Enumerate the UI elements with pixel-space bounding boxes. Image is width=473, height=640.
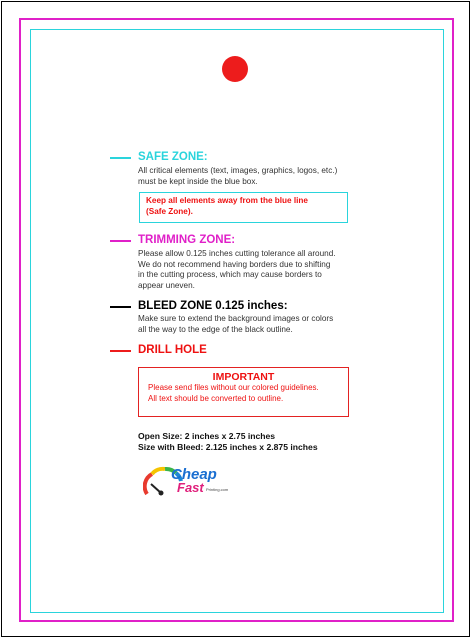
logo-word-printing: Printing.com [206, 487, 229, 492]
important-line: Please send files without our colored guidelines. [148, 383, 319, 392]
important-box [138, 367, 349, 417]
trimming-zone-heading: TRIMMING ZONE: [138, 234, 236, 246]
logo-word-cheap: Cheap [171, 466, 217, 483]
bleed-zone-dash [110, 306, 131, 308]
important-title: IMPORTANT [212, 371, 275, 383]
safe-zone-heading: SAFE ZONE: [138, 151, 208, 163]
safe-zone-note-box [139, 192, 348, 223]
safe-zone-description: All critical elements (text, images, graphics, logos, etc.) must be kept inside the blue box. [138, 166, 338, 186]
logo-word-fast: Fast [177, 480, 204, 495]
safe-note-line: Keep all elements away from the blue line [146, 196, 308, 205]
trimming-zone-dash [110, 240, 131, 242]
important-line: All text should be converted to outline. [148, 393, 284, 403]
drill-hole-marker [222, 56, 248, 82]
drill-hole-dash [110, 350, 131, 352]
bleed-zone-heading: BLEED ZONE 0.125 inches: [138, 300, 288, 312]
trimming-zone-description: Please allow 0.125 inches cutting tolerance all around. We do not recommend having borders due to shifting in the cutting process, which may cause borders to appear uneven. [138, 249, 336, 290]
open-size-text: Open Size: 2 inches x 2.75 inches [138, 431, 276, 441]
drill-hole-heading: DRILL HOLE [138, 344, 207, 356]
safe-zone-dash [110, 157, 131, 159]
bleed-zone-description: Make sure to extend the background images or colors all the way to the edge of the black outline. [138, 314, 334, 334]
bleed-size-text: Size with Bleed: 2.125 inches x 2.875 inches [138, 442, 318, 452]
safe-note-line: (Safe Zone). [146, 206, 193, 216]
cheap-fast-printing-logo [143, 464, 243, 504]
